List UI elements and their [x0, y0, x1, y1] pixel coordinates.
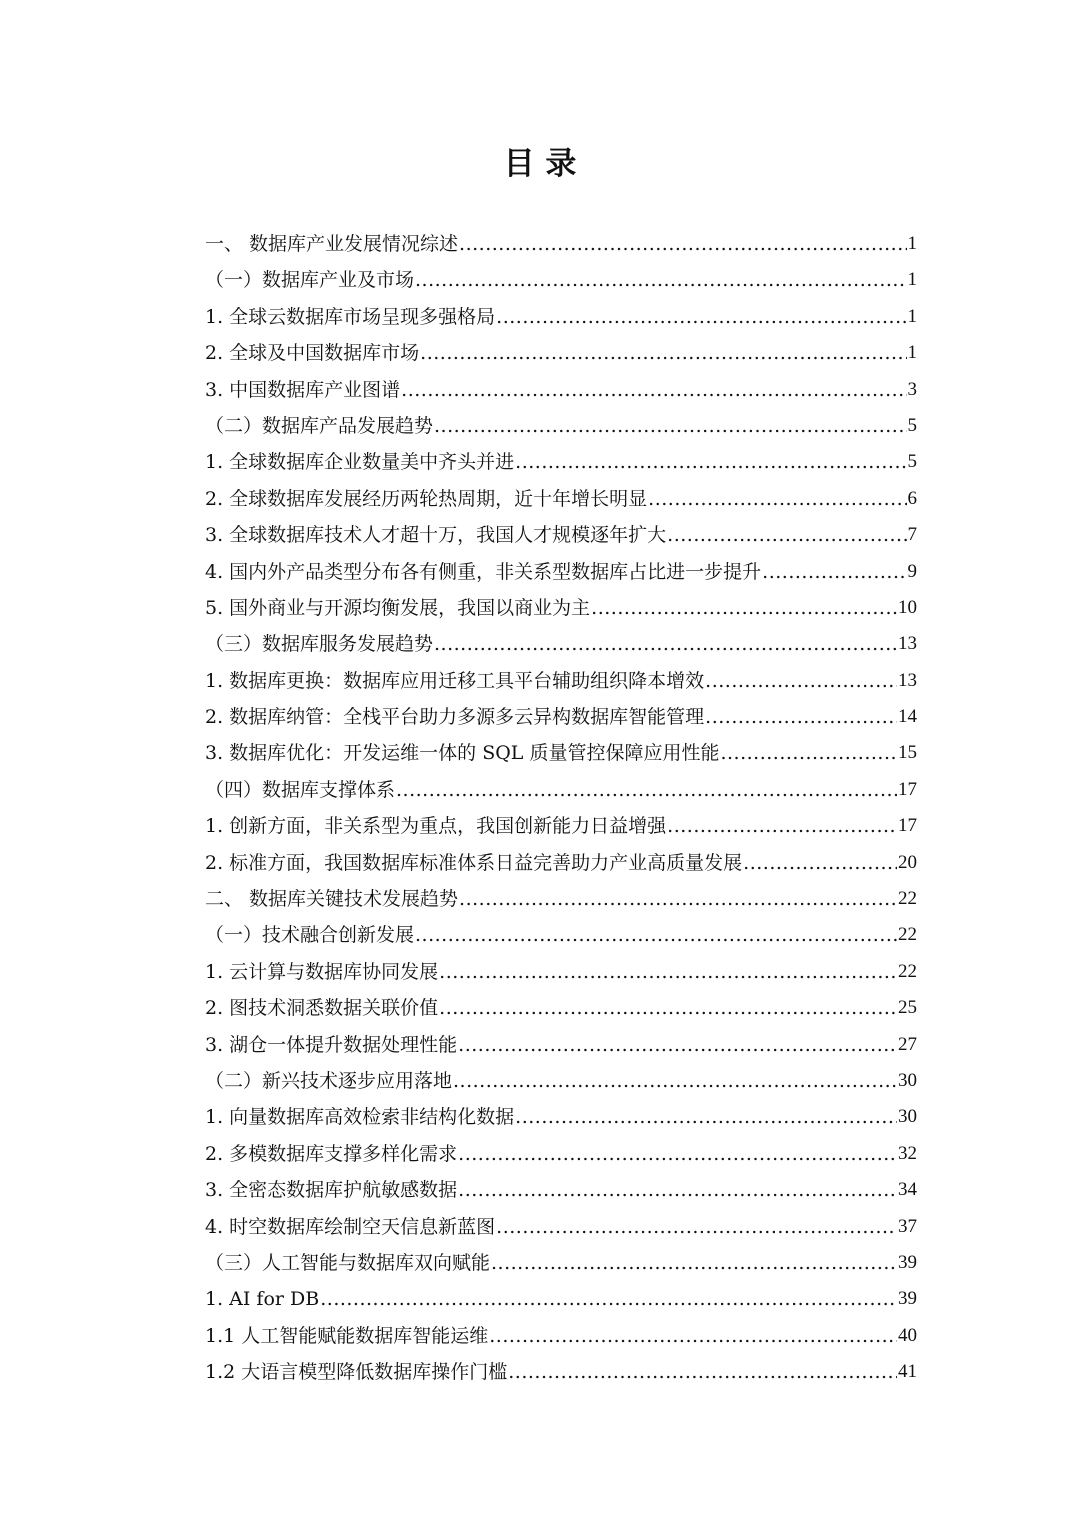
- toc-dot-leader: [496, 1209, 897, 1245]
- toc-entry-label: 5. 国外商业与开源均衡发展，我国以商业为主: [205, 596, 591, 619]
- toc-entry[interactable]: [205, 699, 917, 735]
- toc-entry-page-number: 17: [898, 778, 917, 800]
- toc-entry-label: （二）数据库产品发展趋势: [205, 414, 434, 437]
- toc-dot-leader: [705, 699, 897, 735]
- toc-entry[interactable]: [205, 1099, 917, 1135]
- toc-entry-label: 一、 数据库产业发展情况综述: [205, 232, 459, 255]
- toc-entry-label: 1. 数据库更换：数据库应用迁移工具平台辅助组织降本增效: [205, 669, 705, 692]
- toc-entry[interactable]: [205, 262, 917, 298]
- toc-dot-leader: [415, 917, 897, 953]
- toc-entry-page-number: 5: [907, 414, 917, 436]
- toc-entry-label: 1. 创新方面，非关系型为重点，我国创新能力日益增强: [205, 815, 667, 838]
- toc-dot-leader: [720, 735, 897, 771]
- toc-entry-page-number: 14: [898, 706, 917, 728]
- toc-entry-label: 1.2 大语言模型降低数据库操作门槛: [205, 1361, 508, 1384]
- toc-entry[interactable]: [205, 845, 917, 881]
- toc-dot-leader: [667, 808, 897, 844]
- toc-entry-label: 3. 湖仓一体提升数据处理性能: [205, 1033, 458, 1056]
- toc-dot-leader: [459, 226, 906, 262]
- toc-entry-page-number: 39: [898, 1288, 917, 1310]
- toc-entry-page-number: 22: [898, 924, 917, 946]
- toc-dot-leader: [458, 1172, 897, 1208]
- toc-dot-leader: [458, 1136, 897, 1172]
- toc-entry[interactable]: [205, 1354, 917, 1390]
- toc-entry[interactable]: [205, 481, 917, 517]
- toc-entry-label: 1. AI for DB: [205, 1288, 320, 1311]
- toc-entry-label: 4. 时空数据库绘制空天信息新蓝图: [205, 1215, 496, 1238]
- toc-entry-label: 2. 图技术洞悉数据关联价值: [205, 997, 439, 1020]
- toc-entry[interactable]: [205, 626, 917, 662]
- toc-dot-leader: [762, 554, 906, 590]
- toc-entry[interactable]: [205, 1172, 917, 1208]
- toc-entry[interactable]: [205, 226, 917, 262]
- toc-entry-page-number: 10: [898, 596, 917, 618]
- toc-entry-label: （四）数据库支撑体系: [205, 778, 396, 801]
- toc-dot-leader: [434, 626, 897, 662]
- toc-entry[interactable]: [205, 590, 917, 626]
- toc-dot-leader: [496, 299, 906, 335]
- toc-entry-label: 3. 数据库优化：开发运维一体的 SQL 质量管控保障应用性能: [205, 742, 720, 765]
- toc-entry-page-number: 5: [907, 451, 917, 473]
- toc-entry[interactable]: [205, 917, 917, 953]
- toc-dot-leader: [591, 590, 897, 626]
- toc-entry-page-number: 17: [898, 815, 917, 837]
- table-of-contents: [205, 226, 917, 1391]
- toc-dot-leader: [439, 990, 897, 1026]
- toc-entry-label: 4. 国内外产品类型分布各有侧重，非关系型数据库占比进一步提升: [205, 560, 762, 583]
- toc-entry-page-number: 15: [898, 742, 917, 764]
- toc-dot-leader: [396, 772, 897, 808]
- toc-entry-page-number: 27: [898, 1033, 917, 1055]
- toc-entry[interactable]: [205, 1245, 917, 1281]
- toc-entry-page-number: 39: [898, 1251, 917, 1273]
- toc-entry-label: （二）新兴技术逐步应用落地: [205, 1069, 453, 1092]
- toc-entry[interactable]: [205, 554, 917, 590]
- toc-entry-label: 2. 数据库纳管：全栈平台助力多源多云异构数据库智能管理: [205, 706, 705, 729]
- toc-entry[interactable]: [205, 1136, 917, 1172]
- toc-entry-label: 2. 标准方面，我国数据库标准体系日益完善助力产业高质量发展: [205, 851, 743, 874]
- toc-entry[interactable]: [205, 808, 917, 844]
- toc-entry-label: （一）数据库产业及市场: [205, 269, 415, 292]
- toc-entry-page-number: 37: [898, 1215, 917, 1237]
- toc-entry-page-number: 1: [907, 342, 917, 364]
- toc-entry-page-number: 20: [898, 851, 917, 873]
- page-title: 目 录: [503, 146, 577, 182]
- toc-entry[interactable]: [205, 1063, 917, 1099]
- toc-entry[interactable]: [205, 299, 917, 335]
- toc-dot-leader: [458, 1027, 897, 1063]
- toc-entry-label: 1.1 人工智能赋能数据库智能运维: [205, 1324, 489, 1347]
- toc-entry[interactable]: [205, 335, 917, 371]
- toc-entry-label: （三）数据库服务发展趋势: [205, 633, 434, 656]
- toc-entry-label: 1. 全球数据库企业数量美中齐头并进: [205, 451, 515, 474]
- toc-dot-leader: [489, 1318, 897, 1354]
- toc-dot-leader: [415, 262, 906, 298]
- toc-entry[interactable]: [205, 408, 917, 444]
- toc-entry[interactable]: [205, 954, 917, 990]
- toc-entry-page-number: 1: [907, 232, 917, 254]
- toc-entry-page-number: 34: [898, 1179, 917, 1201]
- toc-entry-page-number: 22: [898, 888, 917, 910]
- toc-entry-label: 1. 云计算与数据库协同发展: [205, 960, 439, 983]
- toc-dot-leader: [705, 663, 897, 699]
- toc-entry[interactable]: [205, 372, 917, 408]
- toc-entry-page-number: 13: [898, 669, 917, 691]
- toc-entry-label: 二、 数据库关键技术发展趋势: [205, 888, 459, 911]
- toc-entry[interactable]: [205, 990, 917, 1026]
- toc-dot-leader: [320, 1281, 897, 1317]
- toc-dot-leader: [459, 881, 897, 917]
- toc-entry-page-number: 40: [898, 1324, 917, 1346]
- toc-entry-page-number: 1: [907, 305, 917, 327]
- toc-entry-label: 2. 多模数据库支撑多样化需求: [205, 1142, 458, 1165]
- toc-entry[interactable]: [205, 772, 917, 808]
- toc-entry-label: （三）人工智能与数据库双向赋能: [205, 1251, 491, 1274]
- toc-entry-label: 2. 全球及中国数据库市场: [205, 342, 420, 365]
- toc-dot-leader: [401, 372, 906, 408]
- toc-entry[interactable]: [205, 517, 917, 553]
- toc-entry-page-number: 41: [898, 1361, 917, 1383]
- toc-dot-leader: [743, 845, 897, 881]
- toc-dot-leader: [648, 481, 906, 517]
- toc-entry-label: 1. 向量数据库高效检索非结构化数据: [205, 1106, 515, 1129]
- toc-entry-page-number: 6: [907, 487, 917, 509]
- toc-entry-page-number: 7: [907, 524, 917, 546]
- toc-dot-leader: [667, 517, 906, 553]
- toc-entry-label: 3. 全球数据库技术人才超十万，我国人才规模逐年扩大: [205, 524, 667, 547]
- toc-entry[interactable]: [205, 881, 917, 917]
- toc-entry-page-number: 22: [898, 960, 917, 982]
- toc-dot-leader: [434, 408, 906, 444]
- toc-entry[interactable]: [205, 1281, 917, 1317]
- toc-entry-page-number: 25: [898, 997, 917, 1019]
- toc-entry[interactable]: [205, 444, 917, 480]
- toc-entry-page-number: 1: [907, 269, 917, 291]
- toc-entry-page-number: 9: [907, 560, 917, 582]
- toc-entry-page-number: 32: [898, 1142, 917, 1164]
- toc-dot-leader: [453, 1063, 897, 1099]
- toc-dot-leader: [491, 1245, 897, 1281]
- toc-entry-label: （一）技术融合创新发展: [205, 924, 415, 947]
- toc-entry-page-number: 3: [907, 378, 917, 400]
- toc-entry-label: 3. 中国数据库产业图谱: [205, 378, 401, 401]
- toc-entry[interactable]: [205, 663, 917, 699]
- toc-entry-label: 1. 全球云数据库市场呈现多强格局: [205, 305, 496, 328]
- toc-entry-page-number: 30: [898, 1069, 917, 1091]
- toc-entry-label: 2. 全球数据库发展经历两轮热周期，近十年增长明显: [205, 487, 648, 510]
- toc-entry[interactable]: [205, 1209, 917, 1245]
- toc-dot-leader: [439, 954, 897, 990]
- toc-dot-leader: [515, 444, 906, 480]
- toc-entry-page-number: 30: [898, 1106, 917, 1128]
- toc-entry[interactable]: [205, 1027, 917, 1063]
- toc-entry-label: 3. 全密态数据库护航敏感数据: [205, 1179, 458, 1202]
- toc-entry-page-number: 13: [898, 633, 917, 655]
- toc-dot-leader: [515, 1099, 897, 1135]
- toc-dot-leader: [420, 335, 906, 371]
- toc-entry[interactable]: [205, 735, 917, 771]
- toc-dot-leader: [508, 1354, 897, 1390]
- toc-entry[interactable]: [205, 1318, 917, 1354]
